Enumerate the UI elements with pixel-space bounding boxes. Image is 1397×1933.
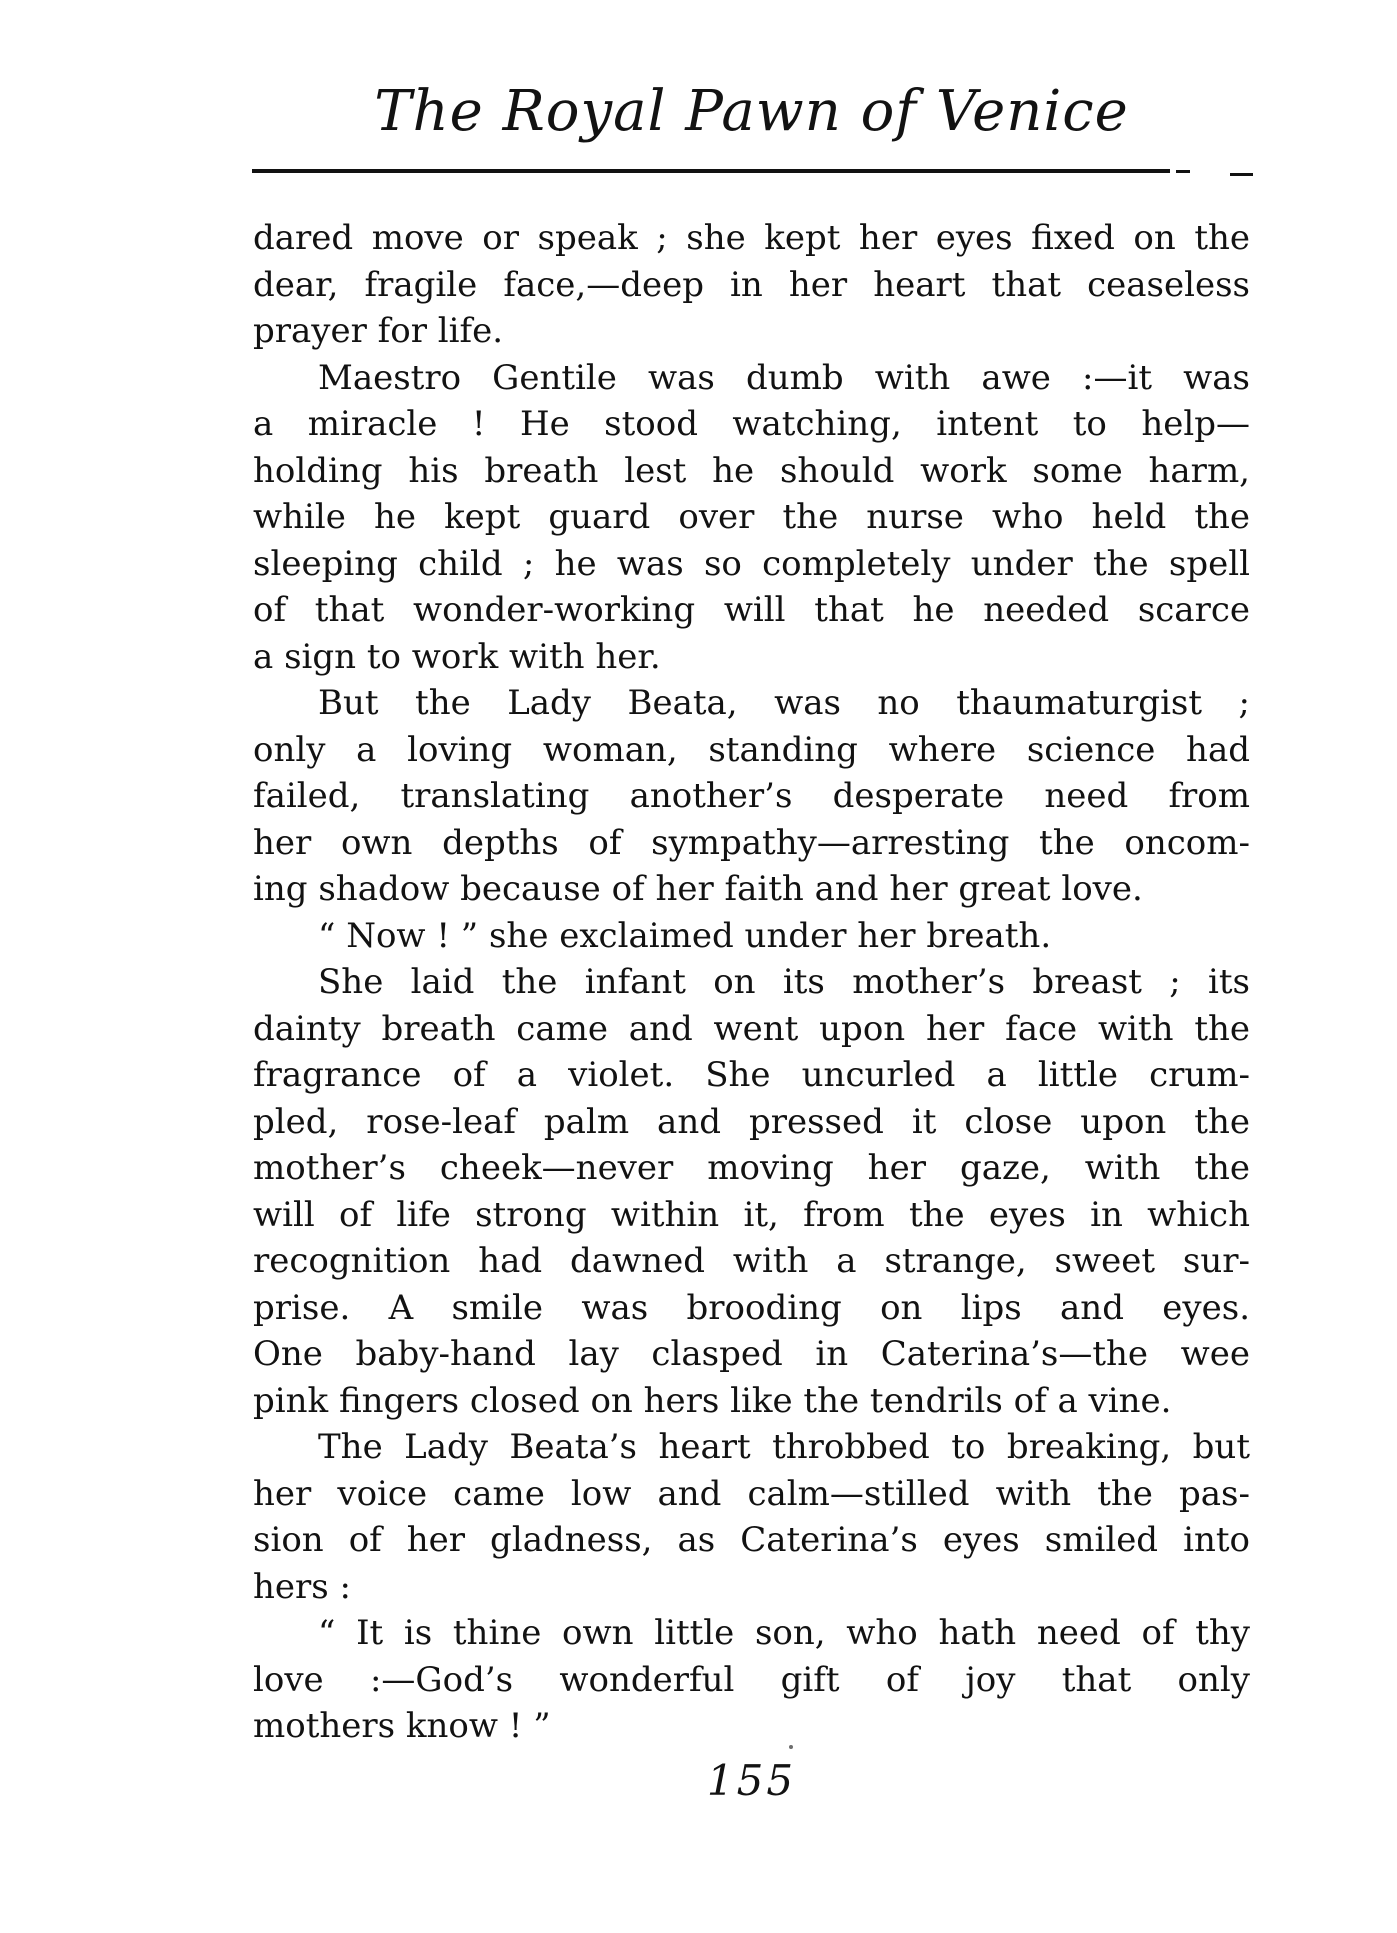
header-rule-fragment bbox=[1230, 173, 1253, 176]
text-line: dainty breath came and went upon her face with the bbox=[253, 1008, 1250, 1049]
page-title: The Royal Pawn of Venice bbox=[374, 79, 1129, 144]
text-line: prayer for life. bbox=[253, 311, 504, 351]
text-line: only a loving woman, standing where science had bbox=[253, 729, 1250, 770]
text-line: But the Lady Beata, was no thaumaturgist ; bbox=[318, 683, 1250, 723]
text-line: fragrance of a violet. She uncurled a little crum- bbox=[253, 1055, 1250, 1095]
page-number: 155 bbox=[706, 1756, 797, 1805]
text-line: dared move or speak ; she kept her eyes fixed on the bbox=[253, 218, 1250, 258]
text-line: will of life strong within it, from the eyes in which bbox=[253, 1194, 1250, 1235]
text-line: sleeping child ; he was so completely under the spell bbox=[253, 543, 1250, 584]
text-line: dear, fragile face,—deep in her heart that ceaseless bbox=[253, 264, 1250, 305]
scan-speck bbox=[789, 1745, 793, 1749]
text-line: “ It is thine own little son, who hath need of thy bbox=[318, 1613, 1250, 1653]
header-rule bbox=[252, 169, 1170, 173]
text-line: “ Now ! ” she exclaimed under her breath. bbox=[318, 915, 1052, 956]
text-line: love :—God’s wonderful gift of joy that only bbox=[253, 1659, 1250, 1700]
text-line: The Lady Beata’s heart throbbed to breaking, but bbox=[318, 1427, 1250, 1467]
text-line: hers : bbox=[253, 1566, 351, 1607]
text-line: pled, rose-leaf palm and pressed it close upon the bbox=[253, 1101, 1250, 1142]
text-line: failed, translating another’s desperate need from bbox=[253, 776, 1250, 816]
text-line: One baby-hand lay clasped in Caterina’s—the wee bbox=[253, 1334, 1250, 1374]
text-line: pink fingers closed on hers like the tendrils of a vine. bbox=[253, 1380, 1172, 1421]
text-line: sion of her gladness, as Caterina’s eyes smiled into bbox=[253, 1520, 1250, 1560]
text-line: her own depths of sympathy—arresting the oncom- bbox=[253, 822, 1250, 863]
text-line: She laid the infant on its mother’s breast ; its bbox=[318, 962, 1250, 1002]
text-line: a miracle ! He stood watching, intent to help— bbox=[253, 404, 1250, 444]
text-line: mothers know ! ” bbox=[253, 1706, 551, 1746]
text-line: mother’s cheek—never moving her gaze, with the bbox=[253, 1148, 1250, 1188]
text-line: holding his breath lest he should work some harm, bbox=[253, 450, 1250, 491]
body-text bbox=[253, 215, 1250, 1750]
header-rule-fragment bbox=[1176, 170, 1190, 173]
text-line: Maestro Gentile was dumb with awe :—it was bbox=[318, 357, 1250, 398]
text-line: while he kept guard over the nurse who held the bbox=[253, 497, 1250, 537]
text-line: recognition had dawned with a strange, sweet sur- bbox=[253, 1241, 1250, 1281]
text-line: prise. A smile was brooding on lips and eyes. bbox=[253, 1287, 1250, 1328]
text-line: ing shadow because of her faith and her great love. bbox=[253, 869, 1143, 909]
text-line: a sign to work with her. bbox=[253, 636, 661, 677]
text-line: her voice came low and calm—stilled with the pas- bbox=[253, 1473, 1250, 1514]
text-line: of that wonder-working will that he needed scarce bbox=[253, 590, 1250, 630]
